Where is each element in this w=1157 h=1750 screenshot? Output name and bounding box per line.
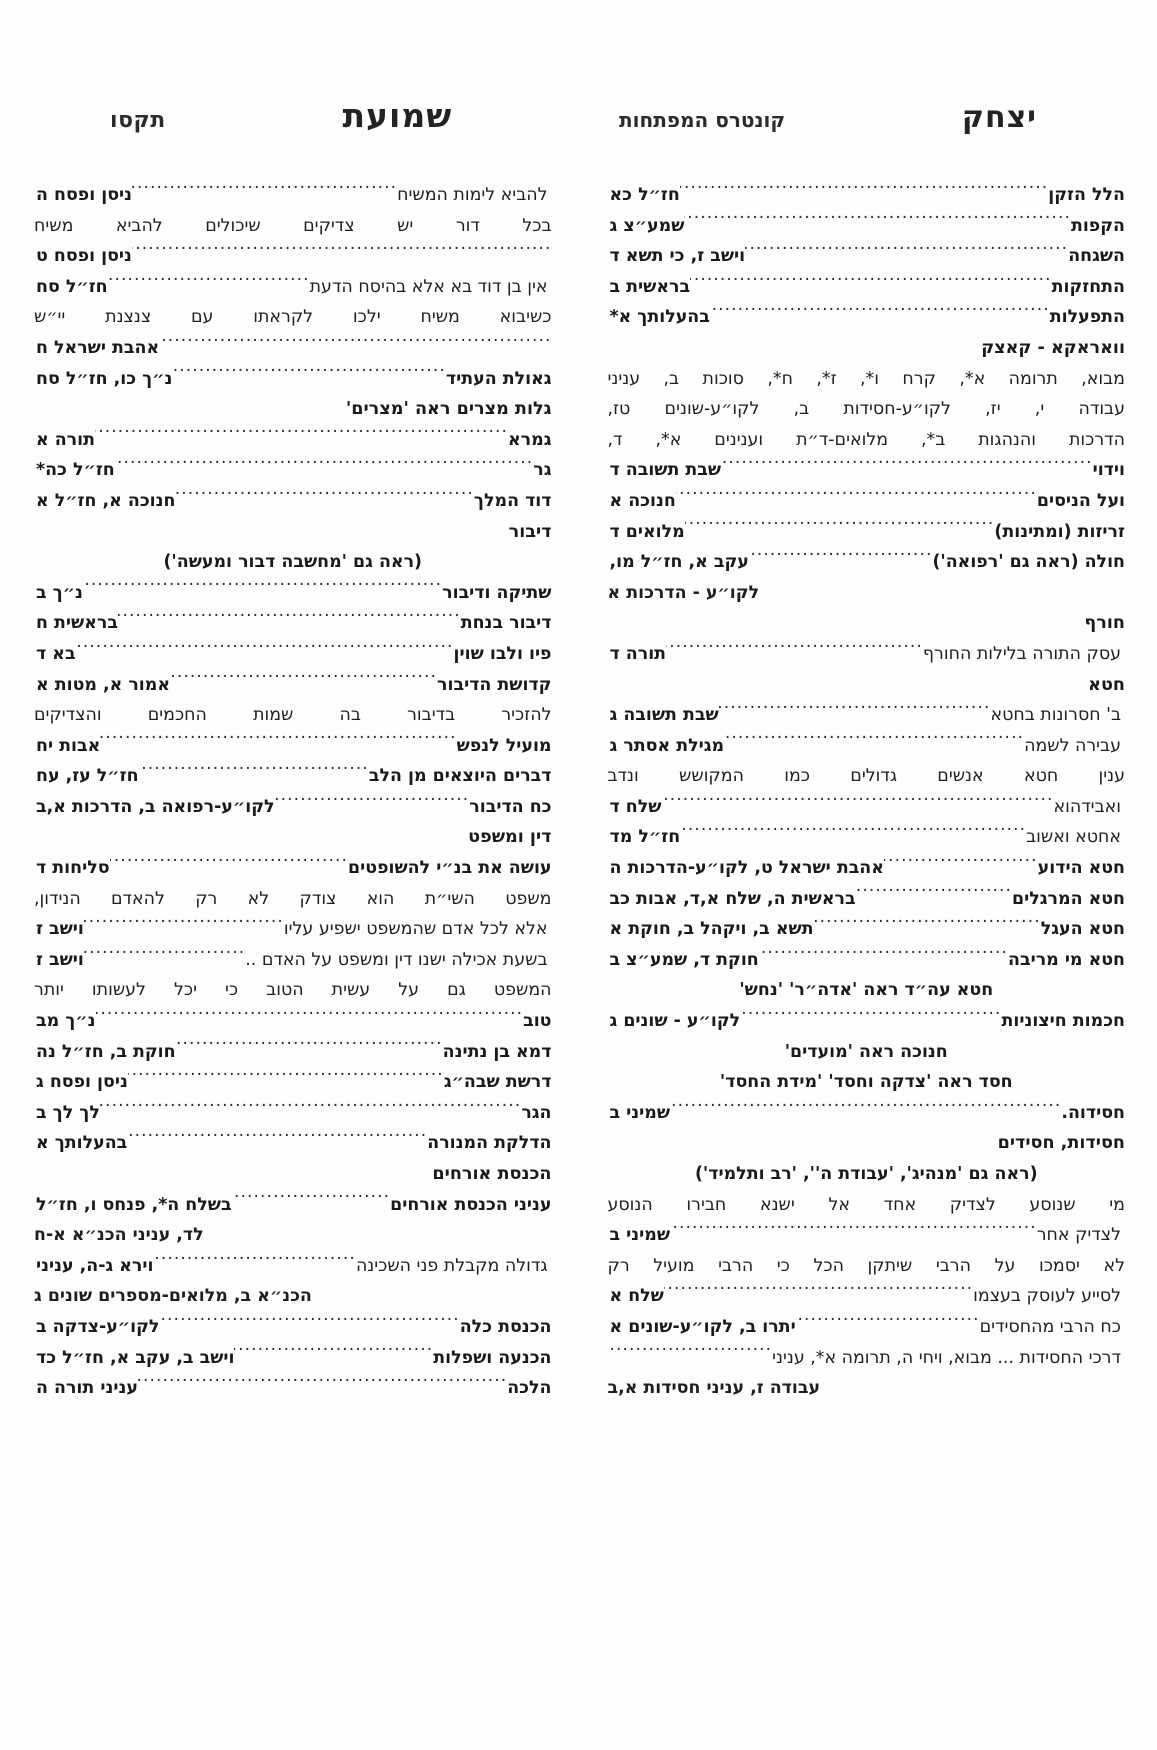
entry-continuation-line: הדרכות והנהגות ב*, מלואים-ד״ת וענינים א*, ד, [607, 429, 1125, 450]
dot-leader [127, 1131, 427, 1148]
entry-description: כח הרבי מהחסידים [979, 1316, 1121, 1337]
entry-headword: חטא העגל [1040, 919, 1125, 940]
index-entry[interactable] [34, 180, 552, 211]
entry-continuation-line: המשפט גם על עשית הטוב כי יכל לעשותו יותר [34, 980, 552, 1001]
dot-leader [138, 1376, 507, 1393]
dot-leader [275, 794, 470, 811]
entry-headword: חטא הידוע [1037, 858, 1125, 879]
entry-continuation-line: עבודה י, יז, לקו״ע-חסידות ב, לקו״ע-שונים טז, [607, 399, 1125, 420]
entry-reference: אמור א, מטות א [36, 674, 171, 695]
entry-reference: חוקת ב, חז״ל נה [36, 1041, 176, 1062]
dot-leader [83, 580, 442, 597]
index-group-heading: חטא [1088, 674, 1125, 695]
see-also-note: חטא עה״ד ראה 'אדה״ר' 'נחש' [739, 980, 994, 1001]
entry-headword: דוד המלך [473, 490, 552, 511]
entry-reference: שמיני ב [609, 1225, 671, 1246]
entry-reference: תורה ד [609, 643, 667, 664]
see-also-note: (ראה גם 'מחשבה דבור ומעשה') [163, 552, 423, 573]
entry-description: ואבידהוא [1053, 796, 1121, 817]
entry-description: לצדיק אחר [1036, 1225, 1121, 1246]
entry-description: אלא לכל אדם שהמשפט ישפיע עליו [283, 919, 548, 940]
entry-reference: בהעלותך א [36, 1133, 128, 1154]
dot-leader [175, 489, 473, 506]
dot-leader [680, 183, 1048, 200]
index-entry[interactable] [608, 517, 1126, 548]
entry-reference: וישב ז [36, 919, 84, 940]
index-entry[interactable] [34, 1343, 552, 1374]
entry-reference: מלואים ד [609, 521, 685, 542]
entry-reference: בהעלותך א* [609, 307, 710, 328]
entry-continuation-reference: הכנ״א ב, מלואים-מספרים שונים ג [34, 1286, 312, 1307]
index-entry[interactable] [608, 1281, 1126, 1312]
entry-reference: חז״ל מד [609, 827, 681, 848]
entry-headword: חטא מי מריבה [1008, 949, 1125, 970]
entry-headword: קדושת הדיבור [437, 674, 552, 695]
entry-reference: בראשית ח [36, 613, 118, 634]
entry-continuation-line: להזכיר בדיבור בה שמות החכמים והצדיקים [34, 705, 552, 726]
entry-reference: לקו״ע - שונים ג [609, 1011, 741, 1032]
entry-headword: חסידוה. [1061, 1102, 1125, 1123]
entry-reference: וישב ז, כי תשא ד [609, 246, 746, 267]
entry-continuation-reference: לד, עניני הכנ״א א-ח [34, 1225, 204, 1246]
index-entry[interactable] [34, 914, 552, 945]
dot-leader [685, 519, 995, 536]
entry-headword: זריזות (ומתינות) [994, 521, 1125, 542]
index-entry[interactable] [34, 1098, 552, 1129]
entry-headword: דברים היוצאים מן הלב [368, 766, 552, 787]
dot-leader [153, 1253, 355, 1270]
index-group-heading: דין ומשפט [468, 827, 552, 848]
dot-leader [661, 794, 1053, 811]
dot-leader [84, 917, 284, 934]
index-entry[interactable] [34, 639, 552, 670]
dot-leader [884, 856, 1038, 873]
entry-reference: חנוכה א [609, 490, 676, 511]
index-entry[interactable] [608, 884, 1126, 915]
dot-leader [856, 886, 1012, 903]
dot-leader [796, 1315, 980, 1332]
entry-reference: שבת תשובה ג [609, 705, 719, 726]
entry-reference: שמיני ב [609, 1102, 671, 1123]
entry-headword: השגחה [1068, 246, 1125, 267]
dot-leader [234, 1345, 433, 1362]
entry-reference: חוקת ד, שמע״צ ב [609, 949, 759, 970]
entry-reference: ניסן ופסח ה [36, 185, 133, 205]
entry-continuation-reference: לקו״ע - הדרכות א [607, 582, 760, 603]
index-column-right [34, 180, 552, 1540]
entry-headword: הגר [521, 1102, 552, 1123]
index-entry[interactable] [608, 1220, 1126, 1251]
entry-reference: חז״ל עז, עח [36, 766, 139, 787]
dot-leader [690, 274, 1052, 291]
index-entry[interactable] [608, 639, 1126, 670]
dot-leader [76, 642, 454, 659]
entry-reference: תורה א [36, 429, 95, 450]
entry-reference: סליחות ד [36, 858, 110, 879]
entry-continuation-line: מבוא, תרומה א*, קרח ו*, ז*, ח*, סוכות ב, עניני [607, 368, 1125, 389]
index-entry[interactable] [608, 792, 1126, 823]
index-entry[interactable] [608, 302, 1126, 333]
entry-headword: גר [533, 460, 552, 481]
dot-leader [666, 642, 923, 659]
index-group-heading: חסידות, חסידים [997, 1133, 1125, 1154]
dot-leader [115, 458, 534, 475]
index-entry[interactable] [608, 1343, 1126, 1374]
dot-leader [100, 1100, 521, 1117]
entry-reference: ניסן ופסח ג [36, 1072, 128, 1093]
dot-leader [159, 336, 551, 353]
index-entry[interactable] [34, 731, 552, 762]
dot-leader [139, 764, 369, 781]
entry-reference: וירא ג-ה, עניני [36, 1255, 154, 1276]
dot-leader [680, 825, 1026, 842]
entry-reference: לקו״ע-צדקה ב [36, 1316, 160, 1337]
entry-reference: אבות יח [36, 735, 101, 756]
entry-reference: מגילת אסתר ג [609, 735, 725, 756]
index-entry[interactable] [34, 945, 552, 976]
index-entry[interactable] [34, 1006, 552, 1037]
entry-headword: גמרא [508, 429, 552, 450]
index-entry[interactable] [34, 792, 552, 823]
dot-leader [108, 274, 310, 291]
folio-number: תקסו [110, 108, 166, 133]
entry-reference: חז״ל כא [609, 185, 680, 205]
see-also-note: (ראה גם 'מנהיג', 'עבודת ה'', 'רב ותלמיד') [694, 1164, 1038, 1184]
dot-leader [610, 1345, 773, 1362]
dot-leader [670, 1223, 1037, 1240]
dot-leader [172, 366, 445, 383]
index-entry[interactable] [34, 608, 552, 639]
dot-leader [749, 550, 933, 567]
index-entry[interactable] [608, 853, 1126, 884]
dot-leader [710, 305, 1050, 322]
entry-reference: תשא ב, ויקהל ב, חוקת א [609, 919, 814, 940]
index-entry[interactable] [34, 670, 552, 701]
entry-headword: עושה את בנ״י להשופטים [348, 858, 552, 879]
entry-description: ב' חסרונות בחטא [990, 705, 1121, 726]
index-entry[interactable] [608, 455, 1126, 486]
entry-headword: פיו ולבו שוין [453, 643, 552, 664]
index-group-heading: גלות מצרים ראה 'מצרים' [345, 399, 552, 420]
entry-continuation-line: בכל דור יש צדיקים שיכולים להביא משיח [34, 215, 552, 236]
dot-leader [232, 1192, 391, 1209]
entry-headword: הקפות [1070, 215, 1125, 236]
entry-continuation-reference: עבודה ז, עניני חסידות א,ב [607, 1378, 821, 1399]
entry-reference: שלח ד [609, 796, 662, 817]
index-entry[interactable] [34, 241, 552, 272]
entry-description: עבירה לשמה [1024, 735, 1121, 756]
entry-reference: נ״ך ב [36, 582, 83, 603]
index-entry[interactable] [34, 1251, 552, 1282]
dot-leader [676, 489, 1037, 506]
see-also-note: חסד ראה 'צדקה וחסד' 'מידת החסד' [719, 1072, 1013, 1093]
entry-headword: גאולת העתיד [445, 368, 552, 389]
index-entry[interactable] [34, 425, 552, 456]
dot-leader [96, 1009, 524, 1026]
index-group-heading: וואראקא - קאצק [981, 337, 1125, 358]
entry-headword: שתיקה ודיבור [442, 582, 552, 603]
index-column-left [608, 180, 1126, 1540]
index-entry[interactable] [608, 914, 1126, 945]
index-entry[interactable] [34, 333, 552, 364]
entry-headword: הלכה [507, 1378, 552, 1399]
index-group-heading: הכנסת אורחים [432, 1164, 552, 1184]
entry-description: עסק התורה בלילות החורף [922, 643, 1121, 664]
entry-reference: נ״ך מב [36, 1011, 96, 1032]
index-entry[interactable] [34, 1128, 552, 1159]
dot-leader [740, 1009, 1001, 1026]
dot-leader [100, 733, 456, 750]
index-entry[interactable] [608, 731, 1126, 762]
entry-headword: הכנסת כלה [459, 1316, 552, 1337]
entry-reference: נ״ך כו, חז״ל סח [36, 368, 173, 389]
index-entry[interactable] [34, 578, 552, 609]
entry-reference: וישב ז [36, 949, 84, 970]
entry-reference: חז״ל סח [36, 276, 108, 297]
entry-headword: כח הדיבור [469, 796, 552, 817]
index-entry[interactable] [608, 547, 1126, 578]
entry-headword: מועיל לנפש [456, 735, 552, 756]
entry-reference: וישב ב, עקב א, חז״ל כד [36, 1347, 235, 1368]
entry-headword: דרשת שבה״ג [443, 1072, 552, 1093]
entry-headword: עניני הכנסת אורחים [390, 1194, 552, 1215]
entry-description: בשעת אכילה ישנו דין ומשפט על האדם .. [245, 949, 548, 970]
entry-headword: הדלקת המנורה [427, 1133, 552, 1154]
entry-headword: דמא בן נתינה [442, 1041, 552, 1062]
dot-leader [759, 947, 1008, 964]
index-entry[interactable] [34, 272, 552, 303]
entry-headword: וידוי [1092, 460, 1125, 481]
entry-headword: דיבור בנחת [460, 613, 552, 634]
index-entry[interactable] [608, 700, 1126, 731]
dot-leader [724, 733, 1024, 750]
entry-reference: חז״ל כה* [36, 460, 115, 481]
entry-reference: בראשית ב [609, 276, 691, 297]
entry-description: דרכי החסידות ... מבוא, ויחי ה, תרומה א*, עניני [772, 1347, 1121, 1368]
dot-leader [664, 1284, 973, 1301]
entry-headword: התפעלות [1049, 307, 1125, 328]
index-entry[interactable] [608, 1006, 1126, 1037]
entry-description: גדולה מקבלת פני השכינה [355, 1255, 548, 1276]
index-entry[interactable] [608, 211, 1126, 242]
entry-headword: חולה (ראה גם 'רפואה') [932, 552, 1125, 573]
index-entry[interactable] [34, 455, 552, 486]
section-title: קונטרס המפתחות [619, 108, 786, 132]
see-also-note: חנוכה ראה 'מועדים' [784, 1041, 948, 1062]
index-entry[interactable] [608, 180, 1126, 211]
entry-reference: שמע״צ ג [609, 215, 685, 236]
entry-reference: יתרו ב, לקו״ע-שונים א [609, 1316, 796, 1337]
entry-headword: התחזקות [1051, 276, 1125, 297]
entry-continuation-line: ענין חטא אנשים גדולים כמו המקושש ונדב [607, 766, 1125, 787]
entry-headword: חכמות חיצוניות [1001, 1011, 1125, 1032]
index-entry[interactable] [34, 761, 552, 792]
entry-description: אין בן דוד בא אלא בהיסח הדעת [309, 276, 548, 297]
index-entry[interactable] [608, 486, 1126, 517]
dot-leader [684, 213, 1071, 230]
dot-leader [110, 856, 349, 873]
dot-leader [721, 458, 1092, 475]
dot-leader [159, 1315, 459, 1332]
index-entry[interactable] [34, 364, 552, 395]
dot-leader [176, 1039, 443, 1056]
author-name: יצחק [961, 100, 1037, 135]
entry-headword: חטא המרגלים [1012, 888, 1125, 909]
index-entry[interactable] [608, 1098, 1126, 1129]
entry-continuation-line: מי שנוסע לצדיק אחד אל ישנא חבירו הנוסע [607, 1194, 1125, 1215]
index-entry[interactable] [34, 853, 552, 884]
dot-leader [84, 947, 245, 964]
index-entry[interactable] [34, 1312, 552, 1343]
dot-leader [745, 244, 1068, 261]
index-entry[interactable] [34, 1037, 552, 1068]
entry-reference: עקב א, חז״ל מו, [609, 552, 749, 573]
entry-reference: אהבת ישראל ט, לקו״ע-הדרכות ה [609, 858, 884, 879]
entry-description: אחטא ואשוב [1026, 827, 1121, 848]
dot-leader [719, 703, 991, 720]
index-entry[interactable] [608, 1312, 1126, 1343]
entry-reference: עניני תורה ה [36, 1378, 138, 1399]
entry-headword: הלל הזקן [1048, 185, 1125, 205]
entry-headword: טוב [523, 1011, 552, 1032]
entry-headword: הכנעה ושפלות [433, 1347, 552, 1368]
index-entry[interactable] [608, 241, 1126, 272]
dot-leader [128, 1070, 444, 1087]
entry-reference: שלח א [609, 1286, 664, 1307]
entry-reference: חנוכה א, חז״ל א [36, 490, 176, 511]
index-group-heading: חורף [1084, 613, 1125, 634]
entry-headword: ועל הניסים [1036, 490, 1125, 511]
dot-leader [95, 427, 508, 444]
entry-reference: לקו״ע-רפואה ב, הדרכות א,ב [36, 796, 275, 817]
page-header [110, 96, 1037, 146]
index-entry[interactable] [608, 822, 1126, 853]
index-entry[interactable] [34, 1067, 552, 1098]
entry-continuation-line: כשיבוא משיח ילכו לקראתו עם צנצנת יי״ש [34, 307, 552, 328]
entry-reference: לך לך ב [36, 1102, 100, 1123]
dot-leader [170, 672, 437, 689]
dot-leader [814, 917, 1041, 934]
index-entry[interactable] [608, 272, 1126, 303]
entry-reference: ניסן ופסח ט [36, 246, 132, 267]
index-columns [34, 180, 1125, 1540]
dot-leader [118, 611, 461, 628]
index-entry[interactable] [34, 1373, 552, 1404]
entry-continuation-line: לא יסמכו על הרבי שיתקן הכל כי הרבי מועיל רק [607, 1255, 1125, 1276]
entry-reference: בא ד [36, 643, 76, 664]
entry-description: לסייע לעוסק בעצמו [973, 1286, 1121, 1307]
entry-reference: אהבת ישראל ח [36, 337, 160, 358]
entry-description: להביא לימות המשיח [397, 185, 548, 205]
entry-reference: בשלח ה*, פנחס ו, חז״ל [36, 1194, 232, 1215]
entry-reference: שבת תשובה ד [609, 460, 722, 481]
book-title: שמועת [342, 96, 453, 135]
dot-leader [132, 244, 552, 261]
index-entry[interactable] [34, 1190, 552, 1221]
entry-reference: בראשית ה, שלח א,ד, אבות כב [609, 888, 856, 909]
dot-leader [670, 1100, 1061, 1117]
index-entry[interactable] [34, 486, 552, 517]
index-entry[interactable] [608, 945, 1126, 976]
dot-leader [132, 183, 397, 200]
index-group-heading: דיבור [508, 521, 552, 542]
entry-continuation-line: משפט השי״ת הוא צודק לא רק להאדם הנידון, [34, 888, 552, 909]
